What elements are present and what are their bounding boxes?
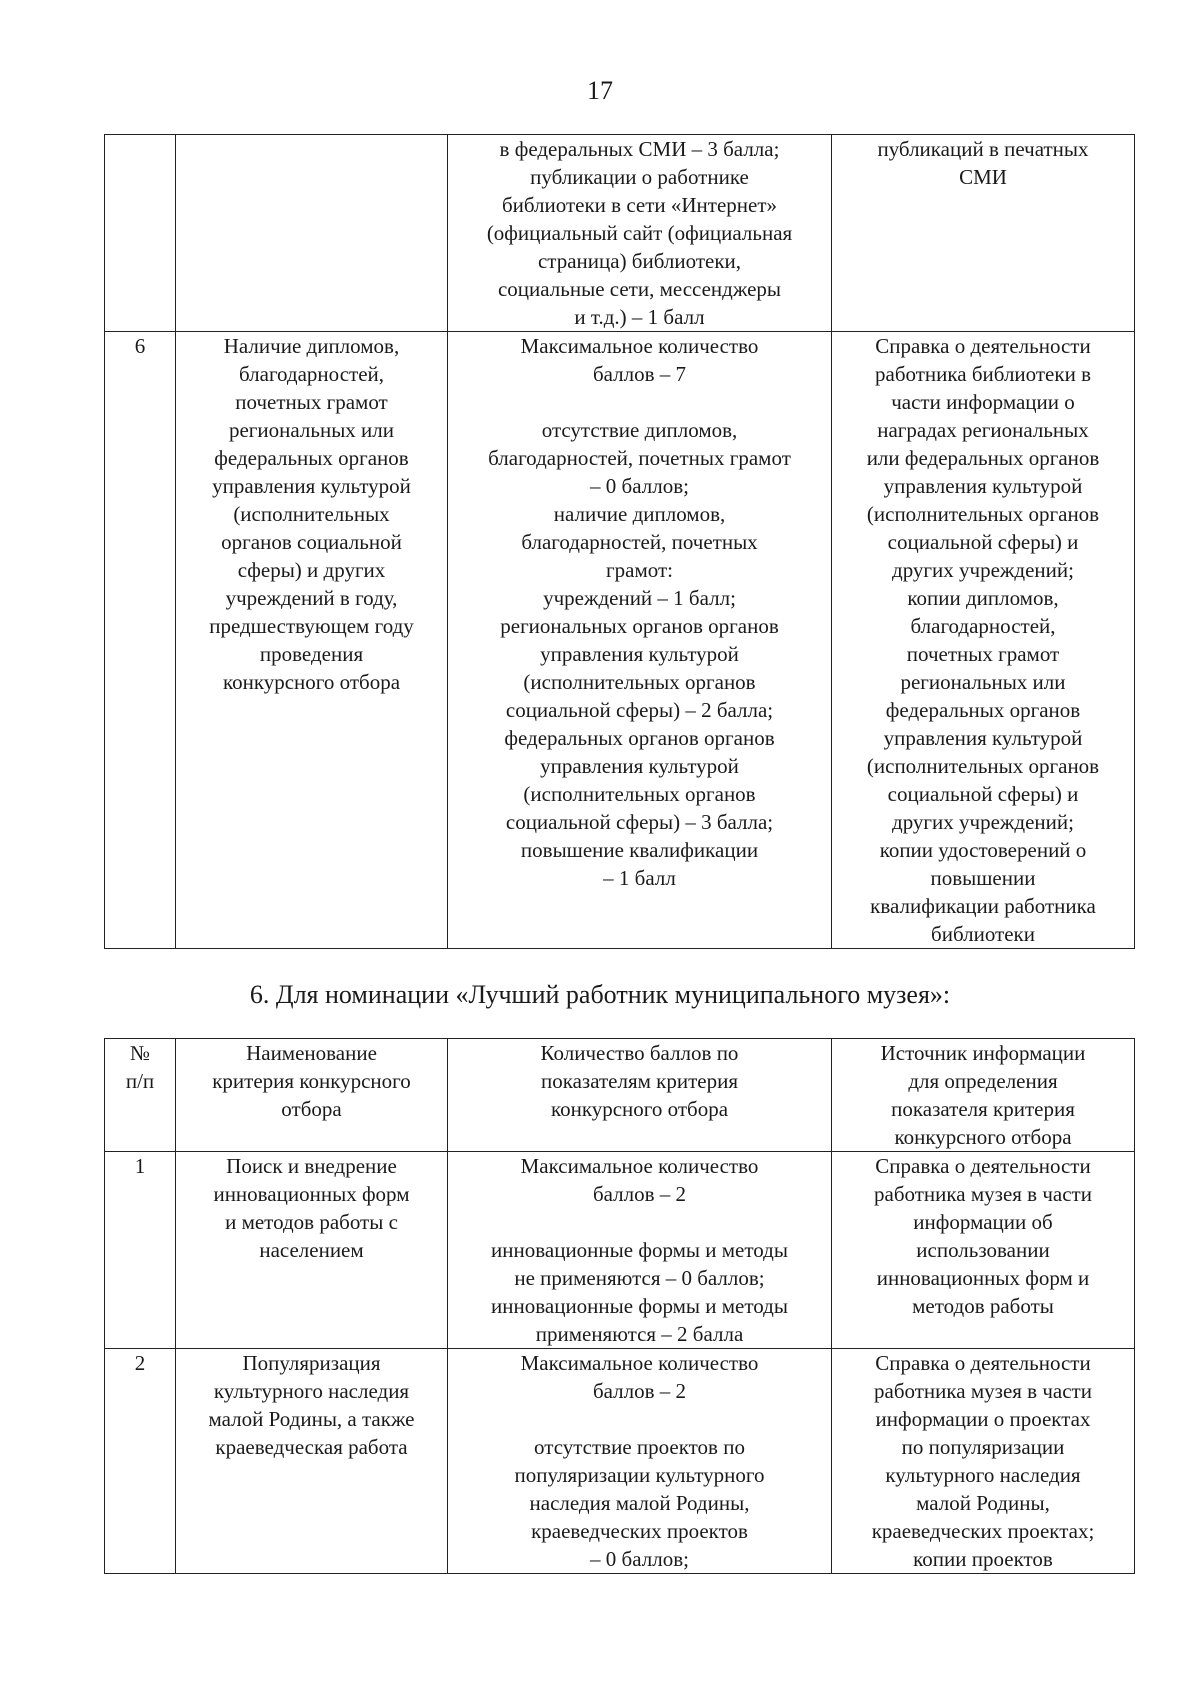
criteria-table-continued: [104, 134, 1135, 949]
points-cell: Максимальное количество баллов – 2 инновационные формы и методы не применяются – 0 баллов; инновационные формы и методы применяются – 2 балла: [448, 1152, 832, 1349]
source-cell: Справка о деятельности работника музея в части информации о проектах по популяризации культурного наследия малой Родины, краеведческих проектах; копии проектов: [832, 1349, 1135, 1574]
source-cell: Справка о деятельности работника библиотеки в части информации о наградах региональных или федеральных органов управления культурой (исполнительных органов социальной сферы) и других учреждений; копии дипломов, благодарностей, почетных грамот региональных или федеральных органов управления культурой (исполнительных органов социальной сферы) и других учреждений; копии удостоверений о повышении квалификации работника библиотеки: [832, 332, 1135, 949]
museum-criteria-table: [104, 1038, 1135, 1574]
header-points: Количество баллов по показателям критерия конкурсного отбора: [448, 1039, 832, 1152]
points-cell: Максимальное количество баллов – 7 отсутствие дипломов, благодарностей, почетных грамот – 0 баллов; наличие дипломов, благодарностей, почетных грамот: учреждений – 1 балл; региональных органов органов управления культурой (исполнительных органов социальной сферы) – 2 балла; федеральных органов органов управления культурой (исполнительных органов социальной сферы) – 3 балла; повышение квалификации – 1 балл: [448, 332, 832, 949]
source-cell: публикаций в печатных СМИ: [832, 135, 1135, 332]
points-cell: в федеральных СМИ – 3 балла; публикации о работнике библиотеки в сети «Интернет» (официальный сайт (официальная страница) библиотеки, социальные сети, мессенджеры и т.д.) – 1 балл: [448, 135, 832, 332]
header-source: Источник информации для определения показателя критерия конкурсного отбора: [832, 1039, 1135, 1152]
points-cell: Максимальное количество баллов – 2 отсутствие проектов по популяризации культурного наследия малой Родины, краеведческих проектов – 0 баллов;: [448, 1349, 832, 1574]
table-header-row: [105, 1039, 1135, 1152]
row-number-cell: 2: [105, 1349, 176, 1574]
header-number: № п/п: [105, 1039, 176, 1152]
section-heading: 6. Для номинации «Лучший работник муниципального музея»:: [249, 980, 951, 1009]
row-number-cell: [105, 135, 176, 332]
header-criterion: Наименование критерия конкурсного отбора: [176, 1039, 448, 1152]
criterion-cell: [176, 135, 448, 332]
criterion-cell: Популяризация культурного наследия малой Родины, а также краеведческая работа: [176, 1349, 448, 1574]
table-row: [105, 1349, 1135, 1574]
criterion-cell: Наличие дипломов, благодарностей, почетных грамот региональных или федеральных органов управления культурой (исполнительных органов социальной сферы) и других учреждений в году, предшествующем году проведения конкурсного отбора: [176, 332, 448, 949]
criterion-cell: Поиск и внедрение инновационных форм и методов работы с населением: [176, 1152, 448, 1349]
row-number-cell: 6: [105, 332, 176, 949]
row-number-cell: 1: [105, 1152, 176, 1349]
page-number: 17: [587, 76, 613, 105]
table-row: [105, 1152, 1135, 1349]
table-row: [105, 332, 1135, 949]
source-cell: Справка о деятельности работника музея в части информации об использовании инновационных форм и методов работы: [832, 1152, 1135, 1349]
table-row: [105, 135, 1135, 332]
